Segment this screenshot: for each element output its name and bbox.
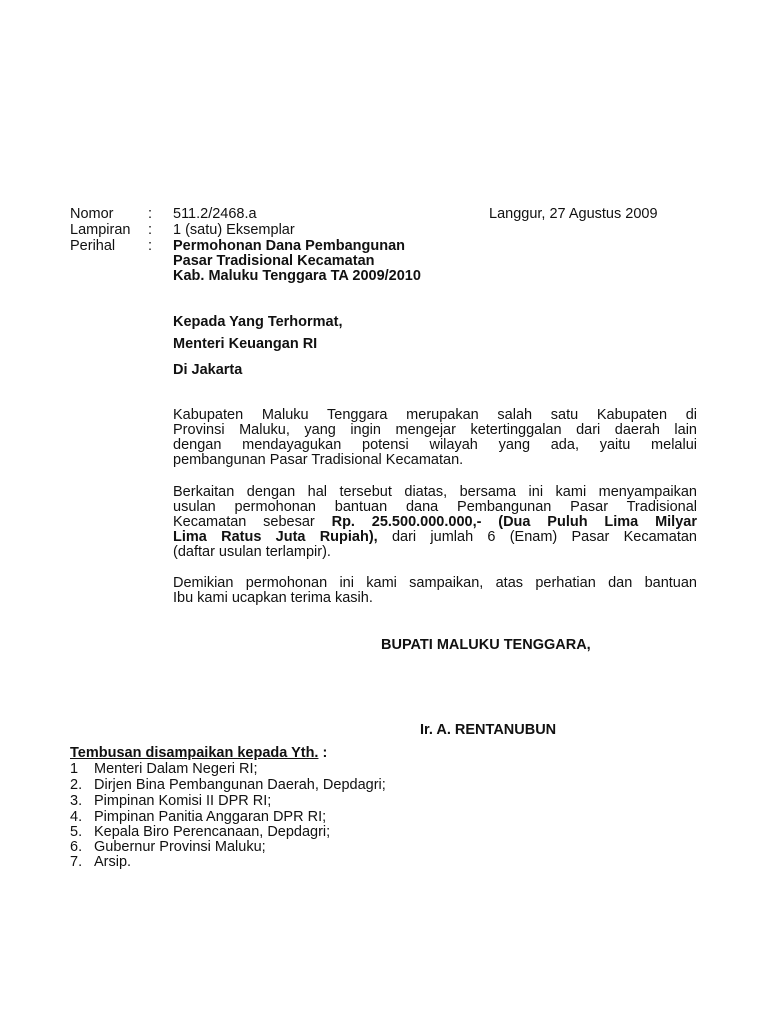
cc-title-colon: : bbox=[318, 745, 328, 761]
p2-line-4-text: dari jumlah 6 (Enam) Pasar Kecamatan bbox=[377, 529, 697, 545]
p2-amount-words: Lima Ratus Juta Rupiah), bbox=[173, 529, 378, 545]
p2-line-3-text: Kecamatan sebesar bbox=[173, 514, 332, 530]
cc-item-text: Kepala Biro Perencanaan, Depdagri; bbox=[94, 824, 331, 840]
place-date: Langgur, 27 Agustus 2009 bbox=[489, 206, 658, 222]
cc-item-text: Pimpinan Komisi II DPR RI; bbox=[94, 793, 272, 809]
signature-title: BUPATI MALUKU TENGGARA, bbox=[381, 637, 591, 653]
cc-item-text: Dirjen Bina Pembangunan Daerah, Depdagri; bbox=[94, 777, 386, 793]
perihal-label: Perihal bbox=[70, 238, 116, 254]
p2-amount: Rp. 25.500.000.000,- (Dua Puluh Lima Milyar bbox=[331, 514, 697, 530]
perihal-line-2: Pasar Tradisional Kecamatan bbox=[173, 253, 375, 269]
perihal-colon: : bbox=[148, 238, 153, 254]
cc-title bbox=[70, 746, 327, 761]
p3-line-2: Ibu kami ucapkan terima kasih. bbox=[173, 590, 373, 606]
p1-line-3: dengan mendayagukan potensi wilayah yang ada, yaitu melalui bbox=[173, 437, 697, 453]
cc-item-number: 4. bbox=[70, 809, 83, 825]
body-paragraph-3 bbox=[173, 576, 697, 606]
addressee-line-3: Di Jakarta bbox=[173, 362, 243, 378]
cc-item-text: Menteri Dalam Negeri RI; bbox=[94, 761, 258, 777]
nomor-value: 511.2/2468.a bbox=[173, 206, 257, 222]
cc-item-number: 3. bbox=[70, 793, 83, 809]
p2-line-3 bbox=[173, 515, 697, 530]
lampiran-value: 1 (satu) Eksemplar bbox=[173, 222, 295, 238]
perihal-line-1: Permohonan Dana Pembangunan bbox=[173, 238, 406, 254]
cc-item-text: Gubernur Provinsi Maluku; bbox=[94, 839, 266, 855]
p1-line-2: Provinsi Maluku, yang ingin mengejar ketertinggalan dari daerah lain bbox=[173, 422, 697, 438]
cc-item-text: Pimpinan Panitia Anggaran DPR RI; bbox=[94, 809, 327, 825]
p3-line-1: Demikian permohonan ini kami sampaikan, atas perhatian dan bantuan bbox=[173, 575, 697, 591]
perihal-line-3: Kab. Maluku Tenggara TA 2009/2010 bbox=[173, 268, 421, 284]
cc-item-number: 6. bbox=[70, 839, 83, 855]
cc-title-text: Tembusan disampaikan kepada Yth. bbox=[70, 745, 319, 761]
cc-item-number: 5. bbox=[70, 824, 83, 840]
p2-line-2: usulan permohonan bantuan dana Pembangunan Pasar Tradisional bbox=[173, 499, 697, 515]
p2-line-4 bbox=[173, 530, 697, 545]
body-paragraph-2 bbox=[173, 485, 697, 560]
p2-line-1: Berkaitan dengan hal tersebut diatas, bersama ini kami menyampaikan bbox=[173, 484, 697, 500]
cc-item-number: 2. bbox=[70, 777, 83, 793]
lampiran-colon: : bbox=[148, 222, 153, 238]
addressee-line-1: Kepada Yang Terhormat, bbox=[173, 314, 343, 330]
cc-item-number: 1 bbox=[70, 761, 79, 777]
p1-line-1: Kabupaten Maluku Tenggara merupakan salah satu Kabupaten di bbox=[173, 407, 697, 423]
p1-line-4: pembangunan Pasar Tradisional Kecamatan. bbox=[173, 452, 464, 468]
nomor-colon: : bbox=[148, 206, 153, 222]
nomor-label: Nomor bbox=[70, 206, 114, 222]
addressee-line-2: Menteri Keuangan RI bbox=[173, 336, 318, 352]
cc-item-text: Arsip. bbox=[94, 854, 132, 870]
body-paragraph-1 bbox=[173, 408, 697, 468]
p2-line-5: (daftar usulan terlampir). bbox=[173, 544, 331, 560]
cc-item-number: 7. bbox=[70, 854, 83, 870]
signature-name: Ir. A. RENTANUBUN bbox=[420, 722, 557, 738]
lampiran-label: Lampiran bbox=[70, 222, 131, 238]
